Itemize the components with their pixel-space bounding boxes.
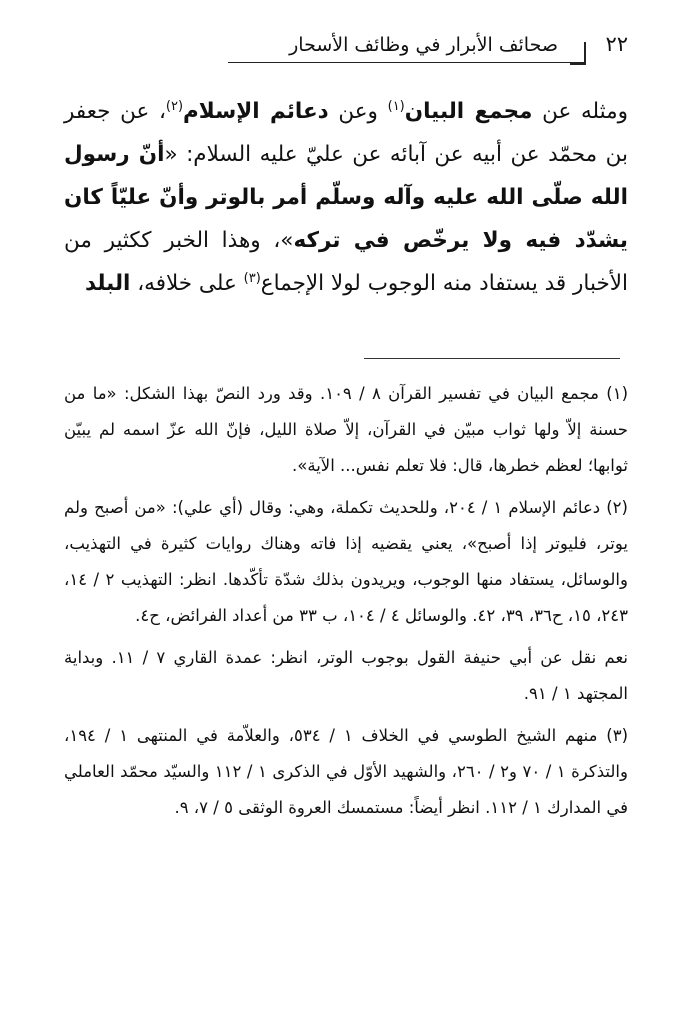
hadith-quote: أنّ رسول الله صلّى الله عليه وآله وسلّم أمر بالوتر وأنّ عليّاً كان يشدّد فيه ولا يرخّص في تركه [64, 142, 628, 253]
footnote-3: (٣) منهم الشيخ الطوسي في الخلاف ١ / ٥٣٤، والعلاّمة في المنتهى ١ / ١٩٤، والتذكرة ١ / ٧٠ و٢ / ٢٦٠، والشهيد الأوّل في الذكرى ١ / ١١٢ والسيّد محمّد العاملي في المدارك ١ / ١١٢. انظر أيضاً: مستمسك العروة الوثقى ٥ / ٧، ٩. [64, 726, 629, 817]
main-text-segment: ، عن جعفر بن محمّد عن أبيه عن آبائه عن عليّ عليه السلام: « [64, 99, 628, 167]
source-title-balad: البلد [84, 271, 131, 296]
main-paragraph [64, 90, 628, 305]
header-rule [228, 62, 586, 63]
footnote-ref-1: (١) [387, 98, 405, 114]
main-text-segment: »، وهذا الخبر ككثير من الأخبار قد يستفاد منه الوجوب لولا الإجماع [64, 228, 628, 296]
main-text-segment: على خلافه، [130, 271, 244, 296]
footnote-2: (٢) دعائم الإسلام ١ / ٢٠٤، وللحديث تكملة، وهي: وقال (أي علي): «من أصبح ولم يوتر، فليوتر إذا أصبح»، يعني يقضيه إذا فاته وهناك روايات كثيرة في التهذيب، والوسائل، يستفاد منها الوجوب، ويريدون بذلك شدّة تأكّدها. انظر: التهذيب ٢ / ١٤، ٢٤٣، ١٥، ح٣٦، ٣٩، ٤٢. والوسائل ٤ / ١٠٤، ب ٣٣ من أعداد الفرائض، ح٤. [64, 498, 628, 625]
page-header [228, 30, 628, 64]
main-text-segment: وعن [328, 99, 388, 124]
source-title-daaim: دعائم الإسلام [183, 99, 329, 124]
footnote-ref-3: (٣) [243, 270, 261, 286]
main-text-segment: ومثله عن [532, 99, 628, 124]
footnotes [64, 376, 628, 832]
footnote-ref-2: (٢) [165, 98, 184, 114]
footnote-2-continued: نعم نقل عن أبي حنيفة القول بوجوب الوتر، انظر: عمدة القاري ٧ / ١١. وبداية المجتهد ١ / ٩١. [64, 648, 628, 703]
page-number: ٢٢ [605, 32, 628, 56]
running-title: صحائف الأبرار في وظائف الأسحار [289, 34, 558, 56]
source-title-majma: مجمع البيان [404, 99, 533, 124]
footnote-separator [364, 358, 620, 359]
footnote-1: (١) مجمع البيان في تفسير القرآن ٨ / ١٠٩. وقد ورد النصّ بهذا الشكل: «ما من حسنة إلاّ ولها ثواب مبيّن في القرآن، إلاّ صلاة الليل، فإنّ الله عزّ اسمه لم يبيّن ثوابها؛ لعظم خطرها، قال: فلا تعلم نفس... الآية». [64, 384, 628, 475]
